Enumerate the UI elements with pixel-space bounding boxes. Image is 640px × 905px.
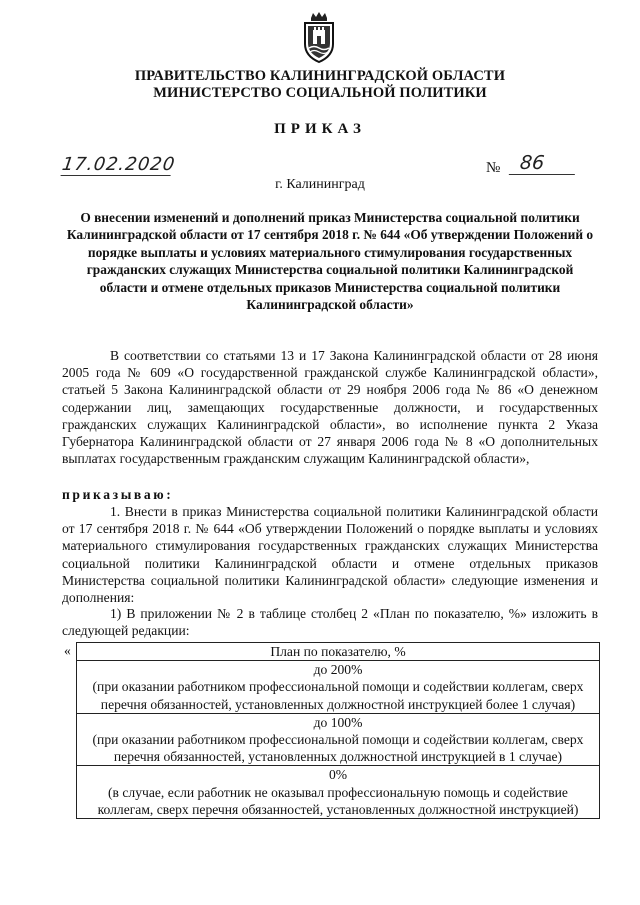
plan-table — [76, 642, 600, 819]
handwritten-date: 17.02.2020 — [60, 154, 177, 175]
order-colon: : — [166, 487, 171, 502]
city-name: г. Калининград — [275, 177, 365, 192]
table-row — [77, 766, 600, 819]
table-cell — [77, 766, 600, 819]
opening-quote-mark: « — [64, 643, 71, 658]
table-cell — [77, 661, 600, 714]
ministry-name: МИНИСТЕРСТВО СОЦИАЛЬНОЙ ПОЛИТИКИ — [153, 85, 487, 101]
table-row — [77, 661, 600, 714]
item-1-1-paragraph: 1) В приложении № 2 в таблице столбец 2 «План по показателю, %» изложить в следующей редакции: — [62, 606, 598, 639]
coat-of-arms-icon — [302, 12, 336, 64]
table-header-cell: План по показателю, % — [77, 643, 600, 661]
plan-note: (в случае, если работник не оказывал профессиональную помощь и содействие коллегам, сверх перечня обязанностей, установленных должностной инструкцией) — [97, 784, 579, 817]
table-cell — [77, 713, 600, 766]
item-1-paragraph: 1. Внести в приказ Министерства социальной политики Калининградской области от 17 сентября 2018 г. № 644 «Об утверждении Положений о порядке выплаты и условиях материального стимулирования государственных гражданских служащих Министерства социальной политики Калининградской области и отмене отдельных приказов Министерства социальной политики Калининградской области» следующие изменения и дополнения: — [62, 504, 598, 606]
preamble-paragraph: В соответствии со статьями 13 и 17 Закона Калининградской области от 28 июня 2005 года № 609 «О государственной гражданской службе Калининградской области», статьей 5 Закона Калининградской области от 29 ноября 2006 года № 86 «О денежном содержании лиц, замещающих государственные должности, и государственных гражданских служащих Калининградской области», во исполнение пункта 2 Указа Губернатора Калининградской области от 27 января 2006 года № 8 «О дополнительных выплатах государственным гражданским служащим Калининградской области», — [62, 348, 598, 467]
plan-note: (при оказании работником профессиональной помощи и содействии коллегам, сверх перечня обязанностей, установленных должностной инструкцией в 1 случае) — [92, 732, 584, 765]
handwritten-number: 86 — [509, 152, 577, 175]
table-header-row — [77, 643, 600, 661]
plan-value: до 100% — [313, 714, 363, 730]
government-name: ПРАВИТЕЛЬСТВО КАЛИНИНГРАДСКОЙ ОБЛАСТИ — [134, 68, 506, 84]
table-row — [77, 713, 600, 766]
plan-note: (при оказании работником профессиональной помощи и содействии коллегам, сверх перечня обязанностей, установленных должностной инструкцией более 1 случая) — [92, 679, 584, 712]
order-word: приказываю — [62, 487, 167, 502]
order-heading: О внесении изменений и дополнений приказ Министерства социальной политики Калининградской области от 17 сентября 2018 г. № 644 «Об утверждении Положений о порядке выплаты и условиях материального стимулирования государственных гражданских служащих Министерства социальной политики Калининградской области и отмене отдельных приказов Министерства социальной политики Калининградской области» — [66, 210, 594, 313]
plan-value: до 200% — [313, 662, 363, 678]
document-type-title: ПРИКАЗ — [274, 121, 366, 137]
number-label: № — [486, 160, 501, 176]
plan-value: 0% — [328, 767, 348, 783]
order-word-line — [62, 486, 598, 503]
